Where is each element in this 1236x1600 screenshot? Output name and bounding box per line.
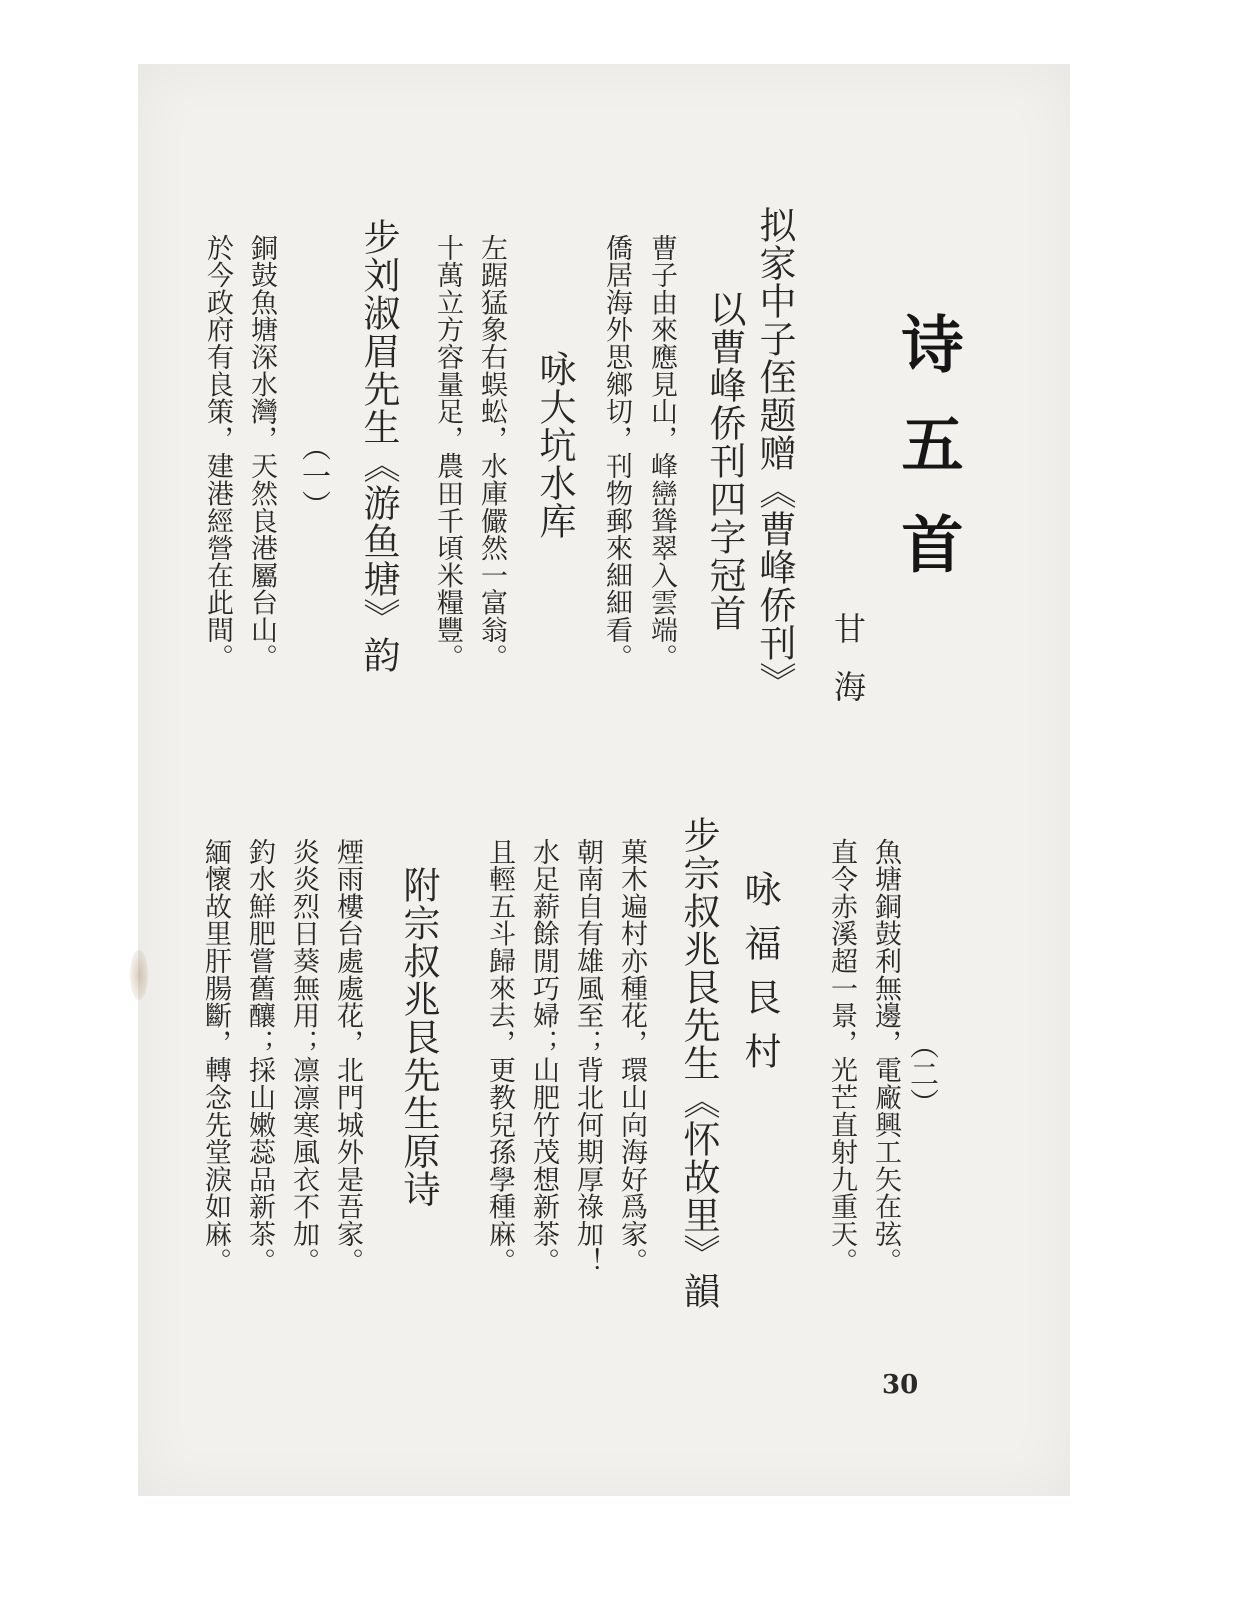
poem-2-line-2: 十萬立方容量足，農田千頃米糧豐。: [432, 234, 463, 671]
poem-2-line-1: 左踞猛象右蜈蚣，水庫儼然一富翁。: [476, 234, 507, 671]
page-number: 30: [882, 1370, 919, 1400]
poem-6-line-3: 釣水鮮肥嘗舊釀；採山嫩蕊品新茶。: [244, 838, 275, 1275]
poem-1-line-1: 曹子由來應見山，峰巒聳翠入雲端。: [646, 234, 677, 671]
poem-5-line-2: 朝南自有雄風至；背北何期厚祿加！: [572, 838, 603, 1275]
poem-3-number-2: （二）: [906, 1030, 940, 1117]
poem-5-heading: 步宗叔兆艮先生《怀故里》韻: [677, 816, 720, 1310]
page: [138, 64, 1070, 1496]
poem-2-heading: 咏大坑水库: [533, 350, 576, 540]
poem-6-line-4: 緬懷故里肝腸斷，轉念先堂淚如麻。: [200, 838, 231, 1275]
poem-3-line-2: 於今政府有良策，建港經營在此間。: [202, 234, 233, 671]
poem-3-part-2-line-2: 直令赤溪超一景，光芒直射九重天。: [826, 838, 857, 1275]
author-name: 甘海: [829, 612, 867, 728]
poem-3-heading: 步刘淑眉先生《游鱼塘》韵: [357, 218, 400, 674]
poem-6-line-2: 炎炎烈日葵無用；凛凛寒風衣不加。: [288, 838, 319, 1275]
poem-5-line-1: 菓木遍村亦種花，環山向海好爲家。: [616, 838, 647, 1275]
poem-6-heading: 附宗叔兆艮先生原诗: [397, 866, 440, 1208]
poem-6-line-1: 煙雨樓台處處花，北門城外是吾家。: [332, 838, 363, 1275]
poem-5-line-3: 水足薪餘閒巧婦；山肥竹茂想新茶。: [528, 838, 559, 1275]
page-title: 诗五首: [891, 312, 964, 612]
poem-1-line-2: 僑居海外思鄉切，刊物郵來細細看。: [601, 234, 632, 671]
poem-5-line-4: 且輕五斗歸來去，更教兒孫學種麻。: [484, 838, 515, 1275]
poem-1-heading: 拟家中子侄题赠《曹峰侨刊》: [753, 206, 796, 700]
poem-3-number-1: （一）: [298, 432, 332, 519]
paper-stain: [130, 950, 148, 1000]
poem-1-subheading: 以曹峰侨刊四字冠首: [703, 290, 746, 632]
poem-3-part-2-line-1: 魚塘銅鼓利無邊，電廠興工矢在弦。: [870, 838, 901, 1275]
poem-4-heading: 咏福艮村: [738, 870, 781, 1086]
poem-3-line-1: 銅鼓魚塘深水灣，天然良港屬台山。: [246, 234, 277, 671]
